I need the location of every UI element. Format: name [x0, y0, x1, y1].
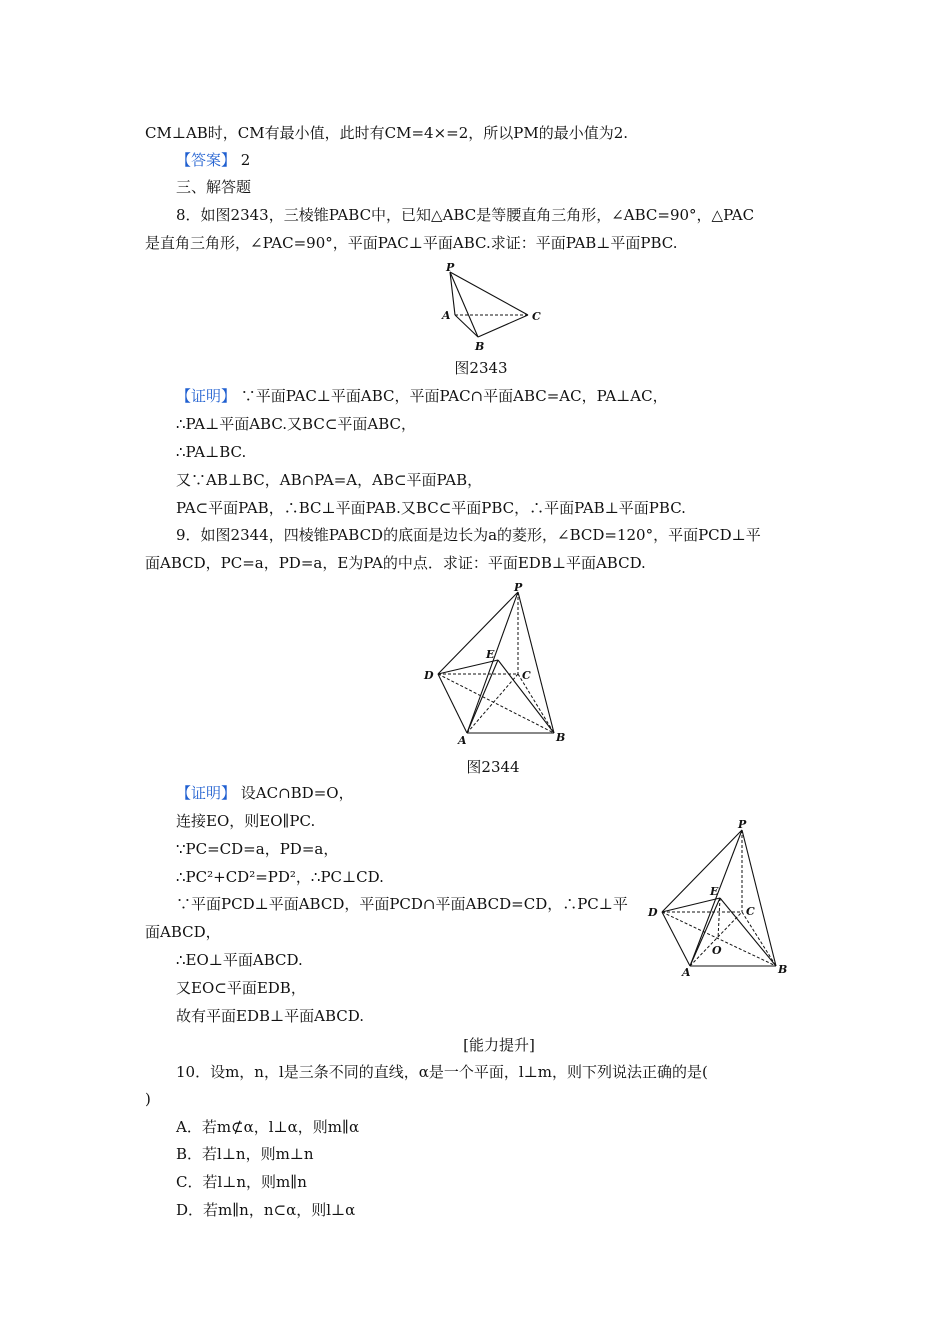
- fig3-label-b: B: [778, 963, 788, 976]
- proof-9-line-6: 面ABCD，: [145, 923, 221, 941]
- problem-8-line-2: 是直角三角形，∠PAC=90°，平面PAC⊥平面ABC.求证：平面PAB⊥平面PBC.: [145, 234, 678, 252]
- fig3-label-o: O: [712, 944, 722, 957]
- fig3-label-c: C: [746, 905, 755, 918]
- fig1-label-a: A: [442, 309, 451, 322]
- proof-9-line-5: ∵平面PCD⊥平面ABCD，平面PCD∩平面ABCD=CD，∴PC⊥平: [176, 895, 628, 913]
- proof-tag: 【证明】: [176, 387, 237, 405]
- proof-8-line-5: PA⊂平面PAB，∴BC⊥平面PAB.又BC⊂平面PBC，∴平面PAB⊥平面PBC.: [176, 499, 686, 517]
- fig2-label-d: D: [424, 669, 434, 682]
- fig3-label-e: E: [710, 885, 719, 898]
- proof-8-text: ∵平面PAC⊥平面ABC，平面PAC∩平面ABC=AC，PA⊥AC，: [236, 387, 668, 405]
- fig2-label-e: E: [486, 648, 495, 661]
- proof-9-line-3: ∵PC=CD=a，PD=a，: [176, 840, 339, 858]
- proof-8-line-4: 又∵AB⊥BC，AB∩PA=A，AB⊂平面PAB，: [176, 471, 483, 489]
- option-b: B．若l⊥n，则m⊥n: [176, 1145, 314, 1163]
- proof-9-line-7: ∴EO⊥平面ABCD.: [176, 951, 303, 969]
- proof-8-line-2: ∴PA⊥平面ABC.又BC⊂平面ABC，: [176, 415, 417, 433]
- fig3-label-p: P: [738, 818, 747, 831]
- fig1-label-p: P: [446, 261, 455, 274]
- problem-10-line-1: 10．设m，n，l是三条不同的直线，α是一个平面，l⊥m，则下列说法正确的是(: [176, 1063, 708, 1081]
- fig1-label-b: B: [475, 340, 485, 352]
- answer-value: 2: [236, 151, 251, 169]
- proof-9-line-4: ∴PC²+CD²=PD²，∴PC⊥CD.: [176, 868, 384, 886]
- proof-9-line-2: 连接EO，则EO∥PC.: [176, 812, 316, 830]
- figure-2343-caption: 图2343: [454, 359, 508, 377]
- figure-2344-caption: 图2344: [466, 758, 520, 776]
- answer-line: [176, 149, 250, 171]
- fig1-label-c: C: [532, 310, 541, 323]
- proof-figure-diagram: [642, 818, 792, 978]
- section-subheading: [能力提升]: [463, 1036, 535, 1054]
- answer-tag: 【答案】: [176, 151, 237, 169]
- figure-2343-diagram: [430, 260, 550, 352]
- proof-8-line-1: [176, 385, 668, 407]
- problem-9-line-1: 9．如图2344，四棱锥PABCD的底面是边长为a的菱形，∠BCD=120°，平面PCD⊥平: [176, 526, 761, 544]
- problem-8-line-1: 8．如图2343，三棱锥PABC中，已知△ABC是等腰直角三角形，∠ABC=90°，△PAC: [176, 206, 755, 224]
- section-heading: 三、解答题: [176, 178, 252, 196]
- text-line: CM⊥AB时，CM有最小值，此时有CM=4×=2，所以PM的最小值为2.: [145, 124, 629, 142]
- fig3-label-d: D: [648, 906, 658, 919]
- proof-9-line-8: 又EO⊂平面EDB，: [176, 979, 306, 997]
- proof-9-line-9: 故有平面EDB⊥平面ABCD.: [176, 1007, 364, 1025]
- fig2-label-b: B: [556, 731, 566, 744]
- figure-2344-diagram: [418, 582, 570, 750]
- option-c: C．若l⊥n，则m∥n: [176, 1173, 307, 1191]
- fig2-label-c: C: [522, 669, 531, 682]
- fig2-label-a: A: [458, 734, 467, 747]
- option-d: D．若m∥n，n⊂α，则l⊥α: [176, 1201, 356, 1219]
- proof-9-text: 设AC∩BD=O，: [236, 784, 354, 802]
- fig2-label-p: P: [514, 582, 523, 594]
- option-a: A．若m⊄α，l⊥α，则m∥α: [176, 1118, 360, 1136]
- problem-9-line-2: 面ABCD，PC=a，PD=a，E为PA的中点．求证：平面EDB⊥平面ABCD.: [145, 554, 646, 572]
- problem-10-line-2: ): [145, 1090, 151, 1108]
- proof-tag: 【证明】: [176, 784, 237, 802]
- fig3-label-a: A: [682, 966, 691, 978]
- proof-8-line-3: ∴PA⊥BC.: [176, 443, 247, 461]
- proof-9-line-1: [176, 782, 354, 804]
